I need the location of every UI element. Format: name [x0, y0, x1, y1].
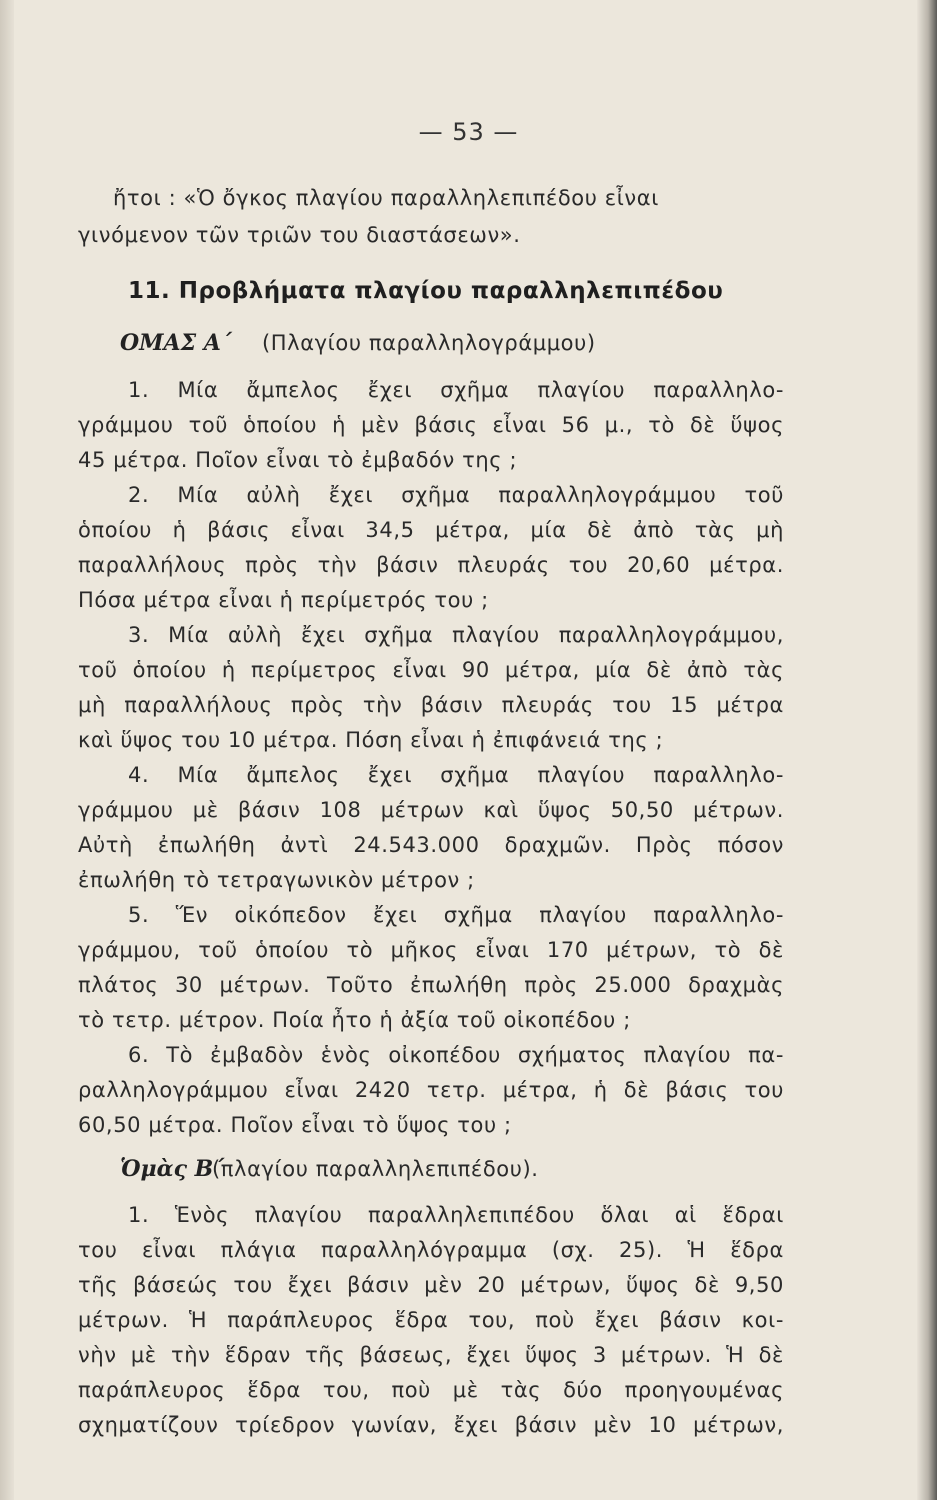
page-spine-shadow	[0, 0, 14, 1500]
problem-line: τοῦ ὁποίου ἡ περίμετρος εἶναι 90 μέτρα, μία δὲ ἀπὸ τὰς	[78, 658, 784, 682]
problem-line: τῆς βάσεώς του ἔχει βάσιν μὲν 20 μέτρων, ὕψος δὲ 9,50	[78, 1273, 784, 1297]
problem-line: γράμμου μὲ βάσιν 108 μέτρων καὶ ὕψος 50,50 μέτρων.	[78, 798, 784, 822]
section-heading	[128, 278, 723, 304]
group-b-heading	[120, 1156, 224, 1182]
problem-line: παραλλήλους πρὸς τὴν βάσιν πλευράς του 20,60 μέτρα.	[78, 553, 784, 577]
problem-line: 1. Ἑνὸς πλαγίου παραλληλεπιπέδου ὅλαι αἱ ἕδραι	[128, 1203, 784, 1227]
problem-line: Αὐτὴ ἐπωλήθη ἀντὶ 24.543.000 δραχμῶν. Πρὸς πόσον	[78, 833, 784, 857]
problem-line: καὶ ὕψος του 10 μέτρα. Πόση εἶναι ἡ ἐπιφάνειά της ;	[78, 728, 664, 752]
problem-line: 3. Μία αὐλὴ ἔχει σχῆμα πλαγίου παραλληλογράμμου,	[128, 623, 784, 647]
section-title: Προβλήματα πλαγίου παραλληλεπιπέδου	[178, 278, 724, 304]
problem-line: γράμμου τοῦ ὁποίου ἡ μὲν βάσις εἶναι 56 μ., τὸ δὲ ὕψος	[78, 413, 784, 437]
problem-line: 1. Μία ἄμπελος ἔχει σχῆμα πλαγίου παραλληλο-	[128, 378, 784, 402]
problem-line: μὴ παραλλήλους πρὸς τὴν βάσιν πλευράς του 15 μέτρα	[78, 693, 784, 717]
section-number: 11.	[128, 278, 171, 304]
group-a-subtitle: (Πλαγίου παραλληλογράμμου)	[262, 331, 596, 355]
intro-line: ἤτοι : «Ὁ ὄγκος πλαγίου παραλληλεπιπέδου εἶναι	[113, 186, 659, 210]
problem-line: τὸ τετρ. μέτρον. Ποία ἦτο ἡ ἀξία τοῦ οἰκοπέδου ;	[78, 1008, 631, 1032]
problem-line: 60,50 μέτρα. Ποῖον εἶναι τὸ ὕψος του ;	[78, 1113, 512, 1137]
page-edge-shadow	[917, 0, 937, 1500]
group-b-label: Ὁμὰς Β΄	[120, 1156, 225, 1182]
group-b-subtitle: (πλαγίου παραλληλεπιπέδου).	[212, 1157, 539, 1181]
group-a-heading	[120, 330, 232, 356]
problem-line: μέτρων. Ἡ παράπλευρος ἕδρα του, ποὺ ἔχει βάσιν κοι-	[78, 1308, 784, 1332]
problem-line: του εἶναι πλάγια παραλληλόγραμμα (σχ. 25). Ἡ ἕδρα	[78, 1238, 784, 1262]
problem-line: πλάτος 30 μέτρων. Τοῦτο ἐπωλήθη πρὸς 25.000 δραχμὰς	[78, 973, 784, 997]
problem-line: 4. Μία ἄμπελος ἔχει σχῆμα πλαγίου παραλληλο-	[128, 763, 784, 787]
problem-line: γράμμου, τοῦ ὁποίου τὸ μῆκος εἶναι 170 μέτρων, τὸ δὲ	[78, 938, 784, 962]
problem-line: σχηματίζουν τρίεδρον γωνίαν, ἔχει βάσιν μὲν 10 μέτρων,	[78, 1413, 784, 1437]
page-number: — 53 —	[418, 118, 519, 146]
problem-line: νὴν μὲ τὴν ἕδραν τῆς βάσεως, ἔχει ὕψος 3 μέτρων. Ἡ δὲ	[78, 1343, 784, 1367]
problem-line: παράπλευρος ἕδρα του, ποὺ μὲ τὰς δύο προηγουμένας	[78, 1378, 784, 1402]
problem-line: ραλληλογράμμου εἶναι 2420 τετρ. μέτρα, ἡ δὲ βάσις του	[78, 1078, 784, 1102]
problem-line: 5. Ἕν οἰκόπεδον ἔχει σχῆμα πλαγίου παραλληλο-	[128, 903, 784, 927]
problem-line: ἐπωλήθη τὸ τετραγωνικὸν μέτρον ;	[78, 868, 475, 892]
group-a-label: ΟΜΑΣ Α΄	[120, 330, 232, 356]
intro-line: γινόμενον τῶν τριῶν του διαστάσεων».	[78, 223, 521, 247]
problem-line: Πόσα μέτρα εἶναι ἡ περίμετρός του ;	[78, 588, 489, 612]
problem-line: 45 μέτρα. Ποῖον εἶναι τὸ ἐμβαδόν της ;	[78, 448, 518, 472]
problem-line: ὁποίου ἡ βάσις εἶναι 34,5 μέτρα, μία δὲ ἀπὸ τὰς μὴ	[78, 518, 784, 542]
problem-line: 2. Μία αὐλὴ ἔχει σχῆμα παραλληλογράμμου τοῦ	[128, 483, 784, 507]
problem-line: 6. Τὸ ἐμβαδὸν ἑνὸς οἰκοπέδου σχήματος πλαγίου πα-	[128, 1043, 784, 1067]
